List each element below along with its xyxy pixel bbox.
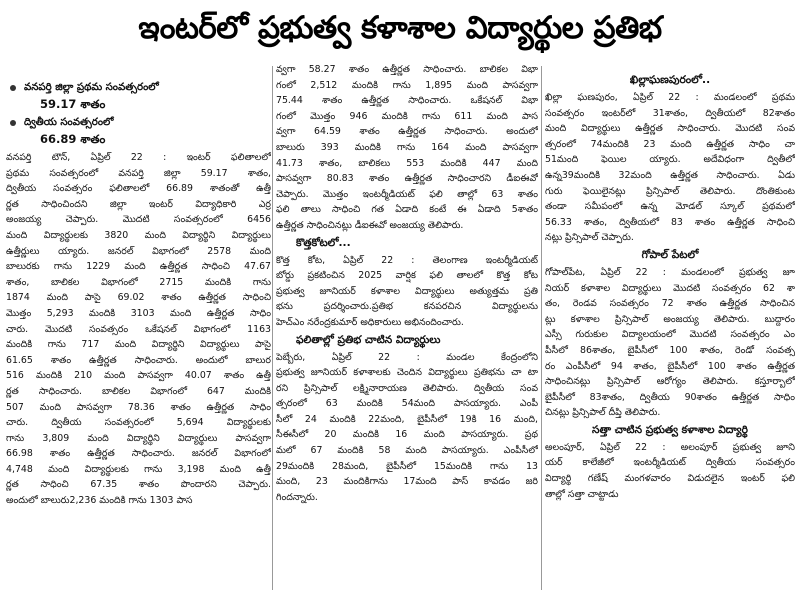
text-line: 75.44 శాతం ఉత్తీర్ణత సాధించారు. ఒకేషనల్ విభా: [276, 95, 538, 107]
text-line: ఉన్న39మందికి 32మంది ఉత్తీర్ణత సాధించారు. ఏడు: [545, 169, 795, 181]
text-line: యర్ కాలేజీలో ఇంటర్మీడియట్ ద్వితీయ సంవత్సరం: [545, 457, 795, 469]
text-line: పాసవ్వగా 80.83 శాతం ఉత్తీర్ణత సాధించారని డీఐఈవో: [276, 173, 538, 185]
text-line: ర్ణత సాధించిందని జిల్లా ఇంటర్ విద్యాధికారి ఎర్ర: [6, 198, 271, 210]
text-line: మంది విద్యార్థులు ఉత్తీర్ణత సాధించారు. మొదటి సంవ: [545, 123, 795, 135]
text-line: ప్రభుత్వ జూనియర్ కళాశాలకు చెందిన విద్యార్థులు ప్రతిభను చా టా: [276, 367, 538, 379]
text-line: 56.33 శాతం, ద్వితీయలో 83 శాతం ఉత్తీర్ణత సాధించి: [545, 216, 795, 228]
text-line: రని ప్రిన్సిపాల్ లక్ష్మినారాయణ తెలిపారు. ద్వితీయ సంవ: [276, 382, 538, 394]
text-line: ప్రథమ సంవత్సరంలో వనపర్తి జిల్లా 59.17 శాతం,: [6, 167, 271, 179]
text-line: ర్ణత సాధించారు. బాలికల విభాగంలో 647 మందికి: [6, 385, 271, 397]
text-line: అంజయ్య చెప్పారు. మొదటి సంవత్సరంలో 6456: [6, 214, 271, 226]
text-line: 41.73 శాతం, బాలికలు 553 మందికి 447 మంది: [276, 157, 538, 169]
text-line: సంవత్సరం ఇంటర్‌లో 31శాతం, ద్వితీయలో 82శాతం: [545, 107, 795, 119]
text-line: తం, రెండవ సంవత్సరం 72 శాతం ఉత్తీర్ణత సాధించిన: [545, 298, 795, 310]
text-line: అందులో బాలురు2,236 మందికి గాను 1303 పాస: [6, 495, 193, 507]
text-line: సాధించినట్లు ప్రిన్సిపాల్ ఆరోగ్యం తెలిపారు. కస్తూర్బాలో: [545, 376, 795, 388]
column-divider: [541, 66, 542, 590]
highlight-label: వనపర్తి జిల్లా ప్రథమ సంవత్సరంలో: [24, 82, 159, 93]
text-line: తండా సమీపంలో ఉన్న మోడల్ స్కూల్ ప్రథమలో: [545, 201, 795, 213]
text-line: 4,748 మంది విద్యార్థులకు గాను 3,198 మంది ఉత్తీ: [6, 463, 271, 475]
text-line: మొత్తం 5,293 మందికి 3103 మంది ఉత్తీర్ణత సాధిం: [6, 307, 271, 319]
text-line: త్సరంలో 63 మందికి 54మంది పాసయ్యారు. ఎంపీ: [276, 398, 538, 410]
text-line: సీఈసీలో 20 మందికి 16 మంది పాసయ్యారు. ప్రథ: [276, 429, 538, 441]
text-line: అలంపూర్, ఏప్రిల్ 22 : అలంపూర్ ప్రభుత్వ జూని: [545, 441, 795, 453]
text-line: 29మందికి 28మంది, బైపీసీలో 15మందికి గాను 13: [276, 460, 538, 472]
text-line: నట్లు ప్రిన్సిపాల్ చెప్పారు.: [545, 232, 634, 244]
text-line: చారు. ద్వితీయ సంవత్సరంలో 5,694 విద్యార్థులకు: [6, 417, 271, 429]
text-line: ద్వితీయ సంవత్సరం ఫలితాలలో 66.89 శాతంతో ఉత్తీ: [6, 183, 271, 195]
text-line: గంలో మొత్తం 946 మందికి గాను 611 మంది పాస: [276, 110, 538, 122]
article-body: [276, 253, 538, 331]
text-line: గురు ఫెయిలైనట్లు ప్రిన్సిపాల్ తెలిపారు. దొంతికుంట: [545, 185, 795, 197]
text-line: ఫలి తాలు సాధించి గత ఏడాది కంటే ఈ ఏడాది 5శాతం: [276, 204, 538, 216]
subheading: ఖిల్లాఘణపురంలో..: [629, 74, 711, 86]
text-line: హెచ్ఎం నరేంద్రకుమార్ అధికారులు అభినందించారు.: [276, 316, 464, 328]
text-line: 51మంది ఫెయిల య్యారు. అదేవిధంగా ద్వితీలో: [545, 154, 795, 166]
text-line: 61.65 శాతం ఉత్తీర్ణత సాధించారు. అందులో బాలుర: [6, 354, 271, 366]
article-body: [545, 440, 795, 502]
text-line: ఎస్సీ గురుకుల విద్యాలయంలో మొదటి సంవత్సరం ఎం: [545, 329, 795, 341]
subheading: సత్తా చాటిన ప్రభుత్వ కళాశాల విద్యార్థి: [592, 423, 748, 436]
text-line: గోపాల్‌పేట, ఏప్రిల్ 22 : మండలంలో ప్రభుత్వ జూ: [545, 266, 795, 278]
text-line: వనపర్తి టౌన్, ఏప్రిల్ 22 : ఇంటర్ ఫలితాలలో: [6, 152, 271, 163]
text-line: త్సరంలో 74మందికి 23 మంది ఉత్తీర్ణత సాధిం చా: [545, 138, 795, 150]
text-line: మంది విద్యార్థులకు 3820 మంది విద్యార్థిని విద్యార్థులు: [6, 229, 271, 241]
bullet-icon: [10, 85, 16, 91]
text-line: రం ఎంపీసీలో 94 శాతం, బైపీసీలో 100 శాతం ఉత్తీర్ణత: [545, 360, 795, 372]
text-line: చారు. మొదటి సంవత్సరం ఒకేషనల్ విభాగంలో 1163: [6, 323, 271, 335]
article-column-3: [545, 62, 795, 502]
highlight-block: [6, 62, 271, 148]
text-line: ర్ణత సాధించి 67.35 శాతం పొందారని చెప్పారు.: [6, 479, 271, 491]
highlight-label: ద్వితీయ సంవత్సరంలో: [24, 117, 114, 128]
text-line: నియర్ కళాశాల విద్యార్థులు మొదటి సంవత్సరం 62 శా: [545, 282, 795, 294]
text-line: బాలురు 393 మందికి గాను 164 మంది పాసవ్వగా: [276, 141, 538, 153]
highlight-value: 66.89 శాతం: [40, 132, 106, 146]
text-line: పెబ్బేరు, ఏప్రిల్ 22 : మండల కేంద్రంలోని: [276, 351, 538, 363]
text-line: మంది, 23 మందికిగాను 17మంది పాస్ కావడం జరి: [276, 476, 538, 488]
text-line: బోర్డు ప్రకటించిన 2025 వార్షిక ఫలి తాలలో కొత్త కోట: [276, 270, 538, 282]
text-line: కొత్త కోట, ఏప్రిల్ 22 : తెలంగాణ ఇంటర్మీడియట్: [276, 254, 538, 266]
text-line: మలో 67 మందికి 58 మంది పాసయ్యారు. ఎంపీసీలో: [276, 445, 538, 457]
text-line: ఉత్తీర్ణులు య్యారు. జనరల్ విభాగంలో 2578 మంది: [6, 245, 271, 257]
column-divider: [272, 66, 273, 590]
article-body: [545, 90, 795, 246]
subheading: ఫలితాల్లో ప్రతిభ చాటిన విద్యార్థులు: [296, 333, 441, 346]
text-line: శాతం, బాలికల విభాగంలో 2715 మందికి గాను: [6, 276, 271, 288]
subheading: కొత్తకోటలో...: [296, 236, 351, 249]
article-column-1: [6, 62, 271, 509]
text-line: విద్యార్థి గణేష్ మంగళవారం విడుదలైన ఇంటర్ ఫలి: [545, 473, 795, 485]
article-body: [545, 265, 795, 421]
text-line: బాలురకు గాను 1229 మంది ఉత్తీర్ణత సాధించి 47.67: [6, 261, 271, 273]
text-line: 66.98 శాతం ఉత్తీర్ణత సాధించారు. జనరల్ విభాగంలో: [6, 448, 271, 460]
highlight-value: 59.17 శాతం: [40, 97, 106, 111]
text-line: ఖిల్లా ఘణపురం, ఏప్రిల్ 22 : మండలంలో ప్రథమ: [545, 92, 795, 103]
text-line: సీలో 24 మందికి 22మంది, బైపీసీలో 19కి 16 మంది,: [276, 413, 538, 425]
text-line: పీసీలో 86శాతం, బైపీసీలో 100 శాతం, రెండో సంవత్స: [545, 344, 795, 356]
article-body: [276, 62, 538, 234]
highlight-item: [6, 80, 271, 96]
bullet-icon: [10, 120, 16, 126]
headline: ఇంటర్‌లో ప్రభుత్వ కళాశాల విద్యార్థుల ప్రతిభ: [138, 9, 662, 46]
text-line: చెప్పారు. మొత్తం ఇంటర్మీడియట్ ఫలి తాల్లో 63 శాతం: [276, 188, 538, 200]
highlight-item: [6, 115, 271, 131]
text-line: భను ప్రదర్శించారు.ప్రతిభ కనపరచిన విద్యార్థులను: [276, 301, 538, 313]
article-body: [276, 350, 538, 506]
text-line: గిందన్నారు.: [276, 491, 318, 503]
text-line: వ్వగా 64.59 శాతం ఉత్తీర్ణత సాధించారు. అందులో: [276, 126, 538, 138]
text-line: ప్రభుత్వ జూనియర్ కళాశాల విద్యార్థులు అత్యుత్తమ ప్రతి: [276, 285, 538, 297]
text-line: మందికి గాను 717 మంది విద్యార్థిని విద్యార్థులు పాసై: [6, 339, 271, 351]
text-line: గంలో 2,512 మందికి గాను 1,895 మంది పాసవ్వగా: [276, 79, 538, 91]
text-line: ట్లు కళాశాల ప్రిన్సిపాల్ అంజయ్య తెలిపారు. బుద్దారం: [545, 313, 795, 325]
article-column-2: [276, 62, 538, 505]
text-line: వ్వగా 58.27 శాతం ఉత్తీర్ణత సాధించారు. బాలికల విభా: [276, 64, 538, 75]
text-line: 1874 మంది పాసై 69.02 శాతం ఉత్తీర్ణత సాధించి: [6, 292, 271, 304]
text-line: ఉత్తీర్ణత సాధించినట్లు డీఐఈవో అంజయ్య తెలిపారు.: [276, 219, 464, 231]
text-line: 516 మందికి 210 మంది పాసవ్వగా 40.07 శాతం ఉత్తీ: [6, 370, 271, 382]
text-line: తాల్లో సత్తా చాట్టాడు: [545, 488, 619, 500]
text-line: చినట్లు ప్రిన్సిపాల్ దీప్తి తెలిపారు.: [545, 407, 661, 419]
text-line: 507 మంది పాసవ్వగా 78.36 శాతం ఉత్తీర్ణత సాధిం: [6, 401, 271, 413]
article-body: [6, 150, 271, 509]
subheading: గోపాల్ పేటలో: [641, 248, 699, 261]
text-line: బైపీసీలో 83శాతం, ద్వితీయ 90శాతం ఉత్తీర్ణత సాధిం: [545, 391, 795, 403]
text-line: గాను 3,809 మంది విద్యార్థిని విద్యార్థులు పాసవ్వగా: [6, 432, 271, 444]
